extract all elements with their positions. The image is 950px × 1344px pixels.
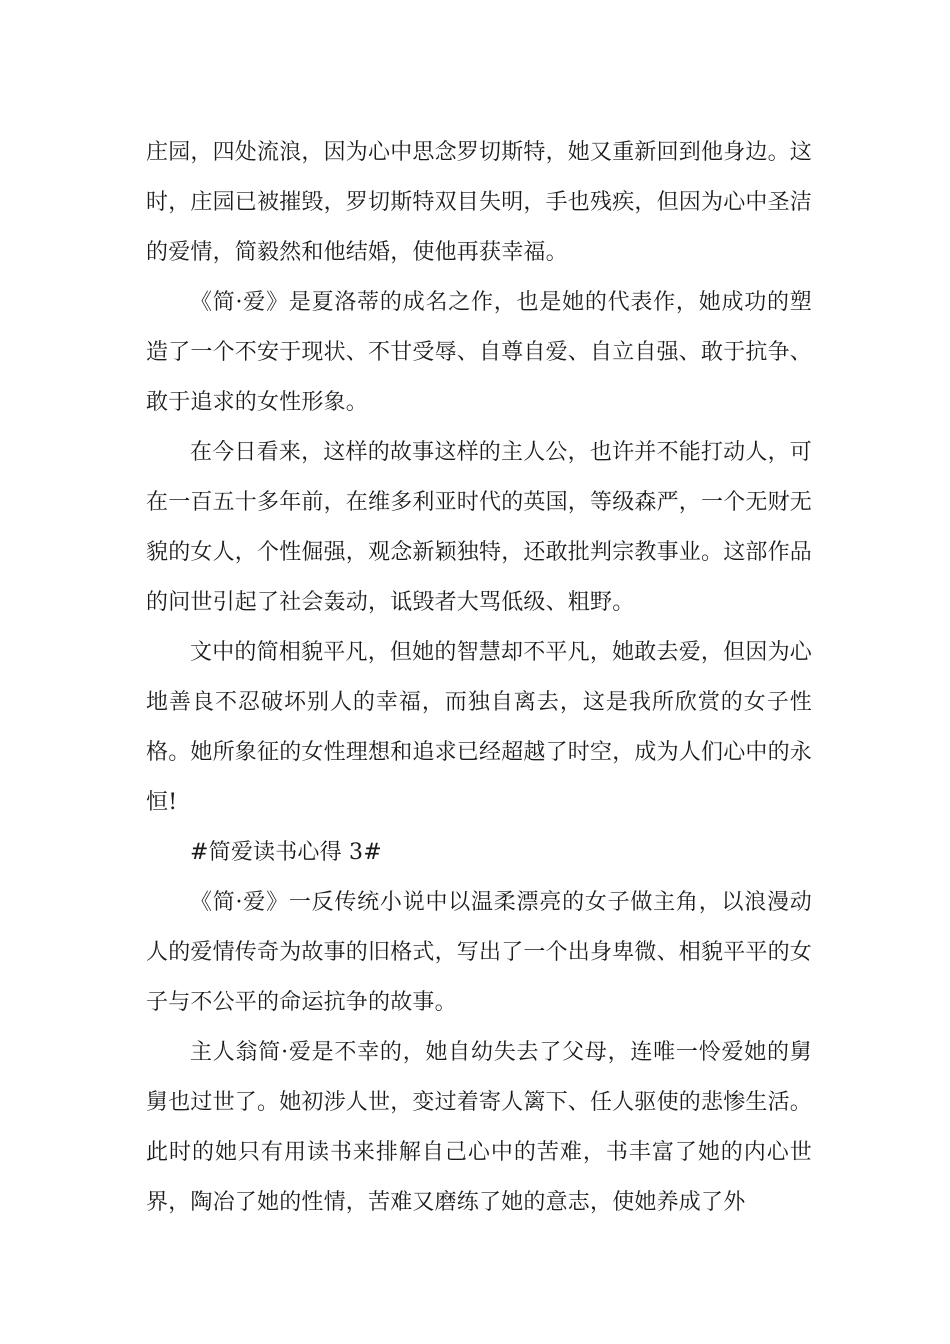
document-body [146,128,812,1228]
paragraph-1: 庄园，四处流浪，因为心中思念罗切斯特，她又重新回到他身边。这时，庄园已被摧毁，罗切斯特双目失明，手也残疾，但因为心中圣洁的爱情，简毅然和他结婚，使他再获幸福。 [146,140,813,265]
paragraph-6: 主人翁简·爱是不幸的，她自幼失去了父母，连唯一怜爱她的舅舅也过世了。她初涉人世，变过着寄人篱下、任人驱使的悲惨生活。此时的她只有用读书来排解自己心中的苦难，书丰富了她的内心世界，陶冶了她的性情，苦难又磨练了她的意志，使她养成了外 [146,1040,813,1215]
paragraph-5: 《简·爱》一反传统小说中以温柔漂亮的女子做主角，以浪漫动人的爱情传奇为故事的旧格式，写出了一个出身卑微、相貌平平的女子与不公平的命运抗争的故事。 [146,890,813,1015]
paragraph-3: 在今日看来，这样的故事这样的主人公，也许并不能打动人，可在一百五十多年前，在维多利亚时代的英国，等级森严，一个无财无貌的女人，个性倔强，观念新颖独特，还敢批判宗教事业。这部作品的问世引起了社会轰动，诋毁者大骂低级、粗野。 [146,440,813,615]
paragraph-4: 文中的简相貌平凡，但她的智慧却不平凡，她敢去爱，但因为心地善良不忍破坏别人的幸福，而独自离去，这是我所欣赏的女子性格。她所象征的女性理想和追求已经超越了时空，成为人们心中的永恒! [146,640,813,815]
section-heading: #简爱读书心得 3# [190,840,382,865]
paragraph-2: 《简·爱》是夏洛蒂的成名之作，也是她的代表作，她成功的塑造了一个不安于现状、不甘受辱、自尊自爱、自立自强、敢于抗争、敢于追求的女性形象。 [146,290,813,415]
